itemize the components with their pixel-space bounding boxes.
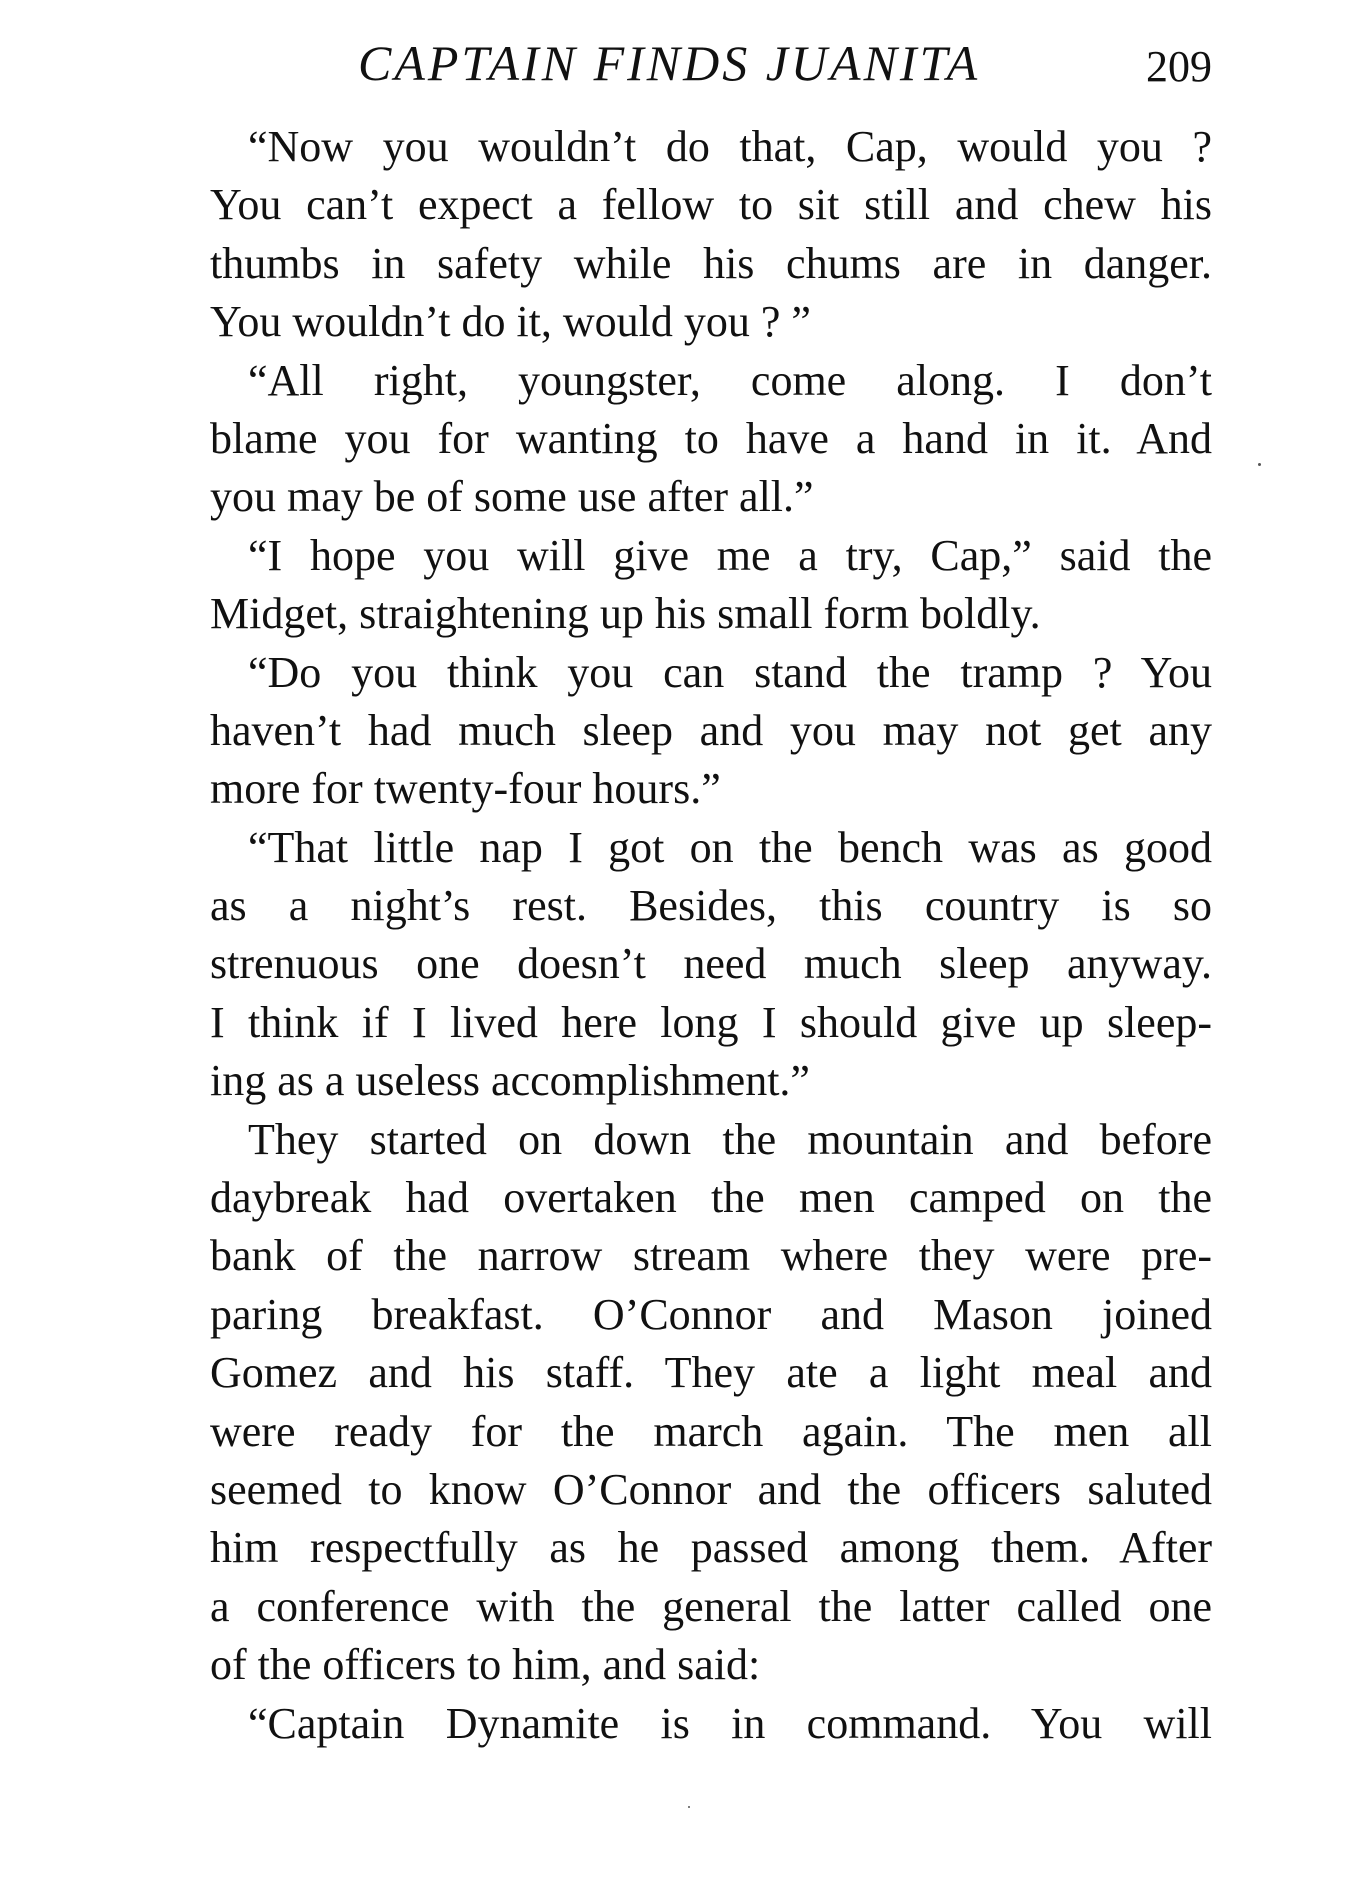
running-title: CAPTAIN FINDS JUANITA bbox=[358, 35, 981, 91]
text-line: “All right, youngster, come along. I don’t bbox=[248, 355, 1212, 405]
text-line: bank of the narrow stream where they were pre- bbox=[210, 1231, 1212, 1281]
text-line: You wouldn’t do it, would you ? ” bbox=[210, 297, 811, 347]
text-line: Midget, straightening up his small form boldly. bbox=[210, 589, 1041, 639]
text-line: were ready for the march again. The men all bbox=[210, 1406, 1212, 1456]
text-line: you may be of some use after all.” bbox=[210, 472, 814, 522]
text-line: blame you for wanting to have a hand in it. And bbox=[210, 413, 1212, 463]
text-line: “That little nap I got on the bench was as good bbox=[248, 822, 1212, 872]
text-line: “Do you think you can stand the tramp ? You bbox=[248, 647, 1212, 697]
page-number: 209 bbox=[1146, 42, 1212, 91]
text-line: “Now you wouldn’t do that, Cap, would you ? bbox=[248, 122, 1212, 171]
text-line: Gomez and his staff. They ate a light meal and bbox=[210, 1348, 1212, 1398]
running-head bbox=[210, 28, 1212, 98]
paper-speck bbox=[688, 1806, 690, 1808]
text-line: haven’t had much sleep and you may not get any bbox=[210, 705, 1212, 755]
text-line: of the officers to him, and said: bbox=[210, 1640, 761, 1690]
text-line: more for twenty-four hours.” bbox=[210, 764, 721, 814]
text-line: ing as a useless accomplishment.” bbox=[210, 1056, 810, 1106]
text-line: seemed to know O’Connor and the officers saluted bbox=[210, 1464, 1212, 1514]
text-line: thumbs in safety while his chums are in danger. bbox=[210, 238, 1212, 288]
text-line: him respectfully as he passed among them. After bbox=[210, 1523, 1212, 1573]
body-text bbox=[210, 118, 1212, 1753]
text-line: strenuous one doesn’t need much sleep anyway. bbox=[210, 939, 1212, 989]
text-line: I think if I lived here long I should give up sleep- bbox=[210, 997, 1212, 1047]
text-line: “Captain Dynamite is in command. You will bbox=[248, 1698, 1212, 1748]
text-line: a conference with the general the latter called one bbox=[210, 1581, 1212, 1631]
paper-speck bbox=[1258, 463, 1261, 466]
text-line: You can’t expect a fellow to sit still and chew his bbox=[210, 180, 1212, 230]
text-line: They started on down the mountain and before bbox=[248, 1114, 1212, 1164]
text-line: as a night’s rest. Besides, this country is so bbox=[210, 881, 1212, 931]
text-line: paring breakfast. O’Connor and Mason joined bbox=[210, 1289, 1212, 1339]
text-line: “I hope you will give me a try, Cap,” said the bbox=[248, 530, 1212, 580]
text-line: daybreak had overtaken the men camped on the bbox=[210, 1173, 1212, 1223]
